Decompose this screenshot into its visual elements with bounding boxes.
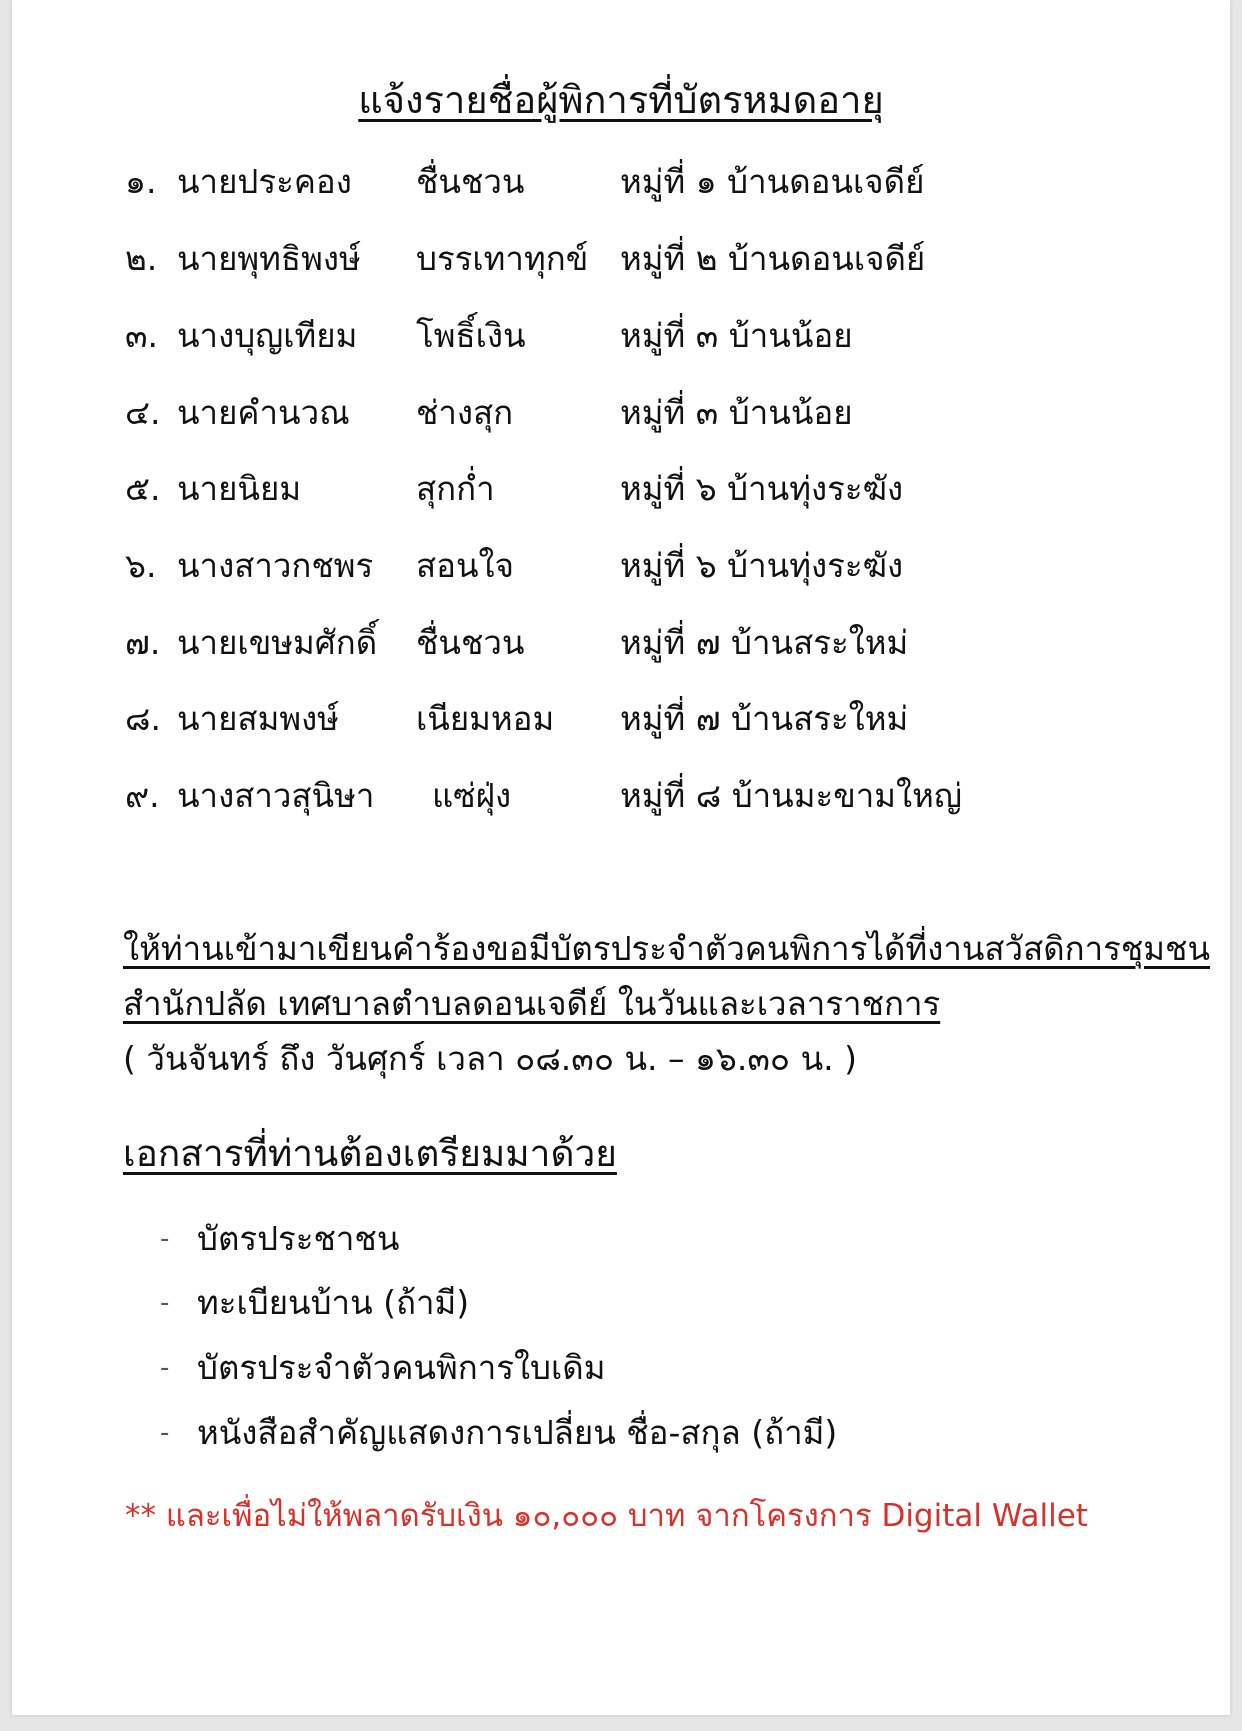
person-village: หมู่ที่ ๖ บ้านทุ่งระฆัง: [620, 469, 904, 508]
item-number: ๕.: [125, 469, 161, 508]
document-item: บัตรประจำตัวคนพิการใบเดิม: [197, 1348, 606, 1387]
document-item: บัตรประชาชน: [197, 1219, 400, 1258]
page-title: แจ้งรายชื่อผู้พิการที่บัตรหมดอายุ: [358, 78, 884, 122]
list-item: [12, 1338, 1230, 1398]
instructions-line-2: สำนักปลัด เทศบาลตำบลดอนเจดีย์ ในวันและเวลาราชการ: [123, 984, 941, 1023]
person-surname: สอนใจ: [416, 546, 514, 585]
item-number: ๙.: [125, 776, 160, 815]
digital-wallet-note: ** และเพื่อไม่ให้พลาดรับเงิน ๑๐,๐๐๐ บาท จากโครงการ Digital Wallet: [125, 1498, 1088, 1534]
person-name: นายคำนวณ: [177, 393, 350, 432]
item-number: ๗.: [125, 623, 161, 662]
person-name: นางบุญเทียม: [177, 316, 358, 355]
person-village: หมู่ที่ ๖ บ้านทุ่งระฆัง: [620, 546, 904, 585]
person-village: หมู่ที่ ๓ บ้านน้อย: [620, 316, 853, 355]
person-surname: เนียมหอม: [416, 699, 555, 738]
person-surname: แซ่ฝุ่ง: [432, 776, 512, 815]
person-name: นางสาวสุนิษา: [177, 776, 375, 815]
item-number: ๖.: [125, 546, 157, 585]
document-item: หนังสือสำคัญแสดงการเปลี่ยน ชื่อ-สกุล (ถ้ามี): [197, 1413, 838, 1452]
list-item: [12, 1209, 1230, 1269]
person-surname: ชื่นชวน: [416, 162, 525, 201]
person-surname: ชื่นชวน: [416, 623, 525, 662]
bullet-dash: -: [160, 1353, 170, 1383]
person-surname: สุกก่ำ: [416, 469, 495, 508]
person-name: นายสมพงษ์: [177, 699, 339, 738]
documents-heading: เอกสารที่ท่านต้องเตรียมมาด้วย: [123, 1132, 617, 1175]
list-item: [12, 152, 1230, 212]
list-item: [12, 306, 1230, 366]
person-name: นางสาวกชพร: [177, 546, 374, 585]
item-number: ๓.: [125, 316, 159, 355]
person-surname: โพธิ์เงิน: [416, 316, 526, 355]
bullet-dash: -: [160, 1288, 170, 1318]
list-item: [12, 766, 1230, 826]
list-item: [12, 383, 1230, 443]
list-item: [12, 1273, 1230, 1333]
person-village: หมู่ที่ ๗ บ้านสระใหม่: [620, 699, 909, 738]
list-item: [12, 689, 1230, 749]
list-item: [12, 229, 1230, 289]
office-hours: ( วันจันทร์ ถึง วันศุกร์ เวลา ๐๘.๓๐ น. – ๑๖.๓๐ น. ): [123, 1039, 857, 1078]
bullet-dash: -: [160, 1224, 170, 1254]
bullet-dash: -: [160, 1418, 170, 1448]
person-village: หมู่ที่ ๘ บ้านมะขามใหญ่: [620, 776, 963, 815]
instructions-line-1: ให้ท่านเข้ามาเขียนคำร้องขอมีบัตรประจำตัวคนพิการได้ที่งานสวัสดิการชุมชน: [123, 929, 1211, 968]
person-name: นายพุทธิพงษ์: [177, 239, 361, 278]
person-village: หมู่ที่ ๒ บ้านดอนเจดีย์: [620, 239, 926, 278]
document-item: ทะเบียนบ้าน (ถ้ามี): [197, 1283, 470, 1322]
document-page: [12, 0, 1230, 1715]
list-item: [12, 536, 1230, 596]
person-village: หมู่ที่ ๓ บ้านน้อย: [620, 393, 853, 432]
item-number: ๘.: [125, 699, 161, 738]
list-item: [12, 613, 1230, 673]
person-name: นายนิยม: [177, 469, 302, 508]
person-village: หมู่ที่ ๗ บ้านสระใหม่: [620, 623, 909, 662]
person-surname: ช่างสุก: [416, 393, 514, 432]
person-surname: บรรเทาทุกข์: [416, 239, 589, 278]
list-item: [12, 1403, 1230, 1463]
person-village: หมู่ที่ ๑ บ้านดอนเจดีย์: [620, 162, 925, 201]
person-name: นายเขษมศักดิ์: [177, 623, 378, 662]
list-item: [12, 459, 1230, 519]
item-number: ๔.: [125, 393, 161, 432]
item-number: ๑.: [125, 162, 157, 201]
person-name: นายประคอง: [177, 162, 352, 201]
item-number: ๒.: [125, 239, 158, 278]
